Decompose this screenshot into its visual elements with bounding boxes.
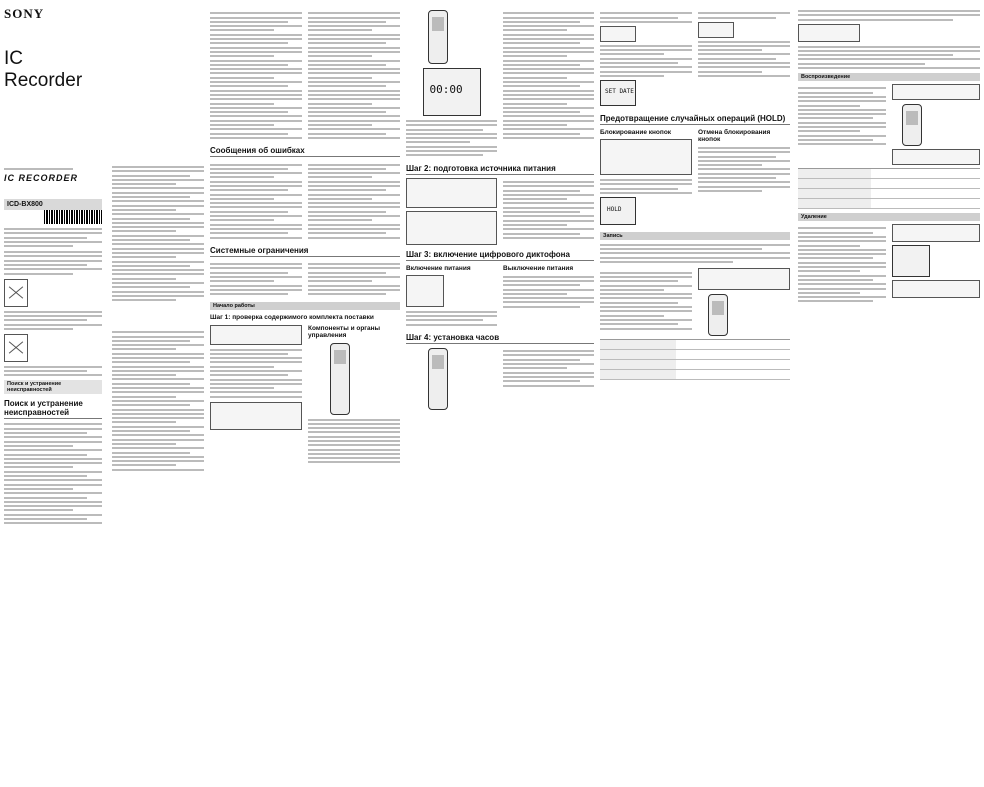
ic-recorder-logo: IC RECORDER bbox=[4, 173, 79, 183]
hold-heading: Предотвращение случайных операций (HOLD) bbox=[600, 114, 790, 125]
power-switch-figure bbox=[406, 275, 444, 307]
battery-bin-icon bbox=[4, 334, 28, 362]
clock-steps bbox=[600, 10, 692, 109]
cover-text-block bbox=[4, 228, 102, 247]
display-figure bbox=[423, 68, 481, 116]
battery-figure-2 bbox=[406, 211, 497, 245]
clock-time-figure bbox=[698, 22, 734, 38]
barcode-icon bbox=[44, 210, 102, 224]
text-block-b bbox=[308, 10, 400, 141]
troubleshooting-text bbox=[4, 423, 102, 524]
display-digits: 00:00 bbox=[429, 83, 463, 96]
step1-heading: Шаг 1: проверка содержимого комплекта поставки bbox=[210, 313, 374, 321]
hold-switch-figure bbox=[600, 139, 692, 175]
playback-steps bbox=[798, 85, 886, 165]
brand-logo: SONY bbox=[4, 6, 45, 21]
hold-on-heading: Блокирование кнопок bbox=[600, 128, 672, 136]
step2-heading: Шаг 2: подготовка источника питания bbox=[406, 164, 594, 175]
clock-display-figure bbox=[600, 26, 636, 42]
safety-text-block bbox=[4, 251, 102, 274]
getting-started-bar: Начало работы bbox=[210, 302, 400, 310]
hold-display-label: HOLD bbox=[607, 205, 622, 213]
stop-button-figure bbox=[892, 149, 980, 165]
headphones-figure bbox=[210, 325, 302, 345]
system-limits-heading: Системные ограничения bbox=[210, 246, 400, 257]
errors-right bbox=[308, 161, 400, 241]
recorder-front-figure bbox=[330, 343, 350, 415]
record-table bbox=[600, 339, 790, 380]
hold-off-heading: Отмена блокирования кнопок bbox=[698, 128, 771, 143]
text-block-a bbox=[210, 10, 302, 141]
monitor-figure bbox=[798, 24, 860, 42]
column-setup bbox=[406, 6, 594, 781]
power-off-heading: Выключение питания bbox=[503, 264, 574, 272]
power-on-text bbox=[406, 311, 497, 326]
intro-text bbox=[112, 166, 204, 301]
monitor-text-2 bbox=[798, 46, 980, 69]
set-date-label: SET DATE bbox=[605, 87, 634, 95]
column-playback bbox=[798, 6, 980, 781]
parts-legend bbox=[503, 10, 594, 159]
troubleshooting-heading: Поиск и устранение неисправностей bbox=[4, 399, 102, 419]
power-off-text bbox=[503, 276, 594, 308]
errors-left bbox=[210, 161, 302, 241]
erase-steps bbox=[798, 225, 886, 305]
clock-text bbox=[503, 348, 594, 410]
hold-display-figure bbox=[600, 197, 636, 225]
display-legend bbox=[406, 120, 497, 156]
parts-list bbox=[308, 419, 400, 464]
battery-text-block bbox=[4, 366, 102, 377]
step1-text bbox=[210, 349, 302, 398]
set-date-figure bbox=[600, 80, 636, 106]
hold-off-text bbox=[698, 147, 790, 192]
note-box bbox=[210, 402, 302, 430]
column-clock-hold bbox=[600, 6, 790, 781]
clock-steps-2 bbox=[698, 10, 790, 109]
monitor-text bbox=[798, 10, 980, 21]
play-button-figure bbox=[892, 84, 980, 100]
playback-bar: Воспроизведение bbox=[798, 73, 980, 81]
rec-button-figure bbox=[698, 268, 790, 290]
erase-bar: Удаление bbox=[798, 213, 980, 221]
play-device-figure bbox=[902, 104, 922, 146]
cover-subtitle bbox=[4, 168, 102, 170]
disposal-text-block bbox=[4, 311, 102, 330]
rec-device-figure bbox=[708, 294, 728, 336]
recycle-bin-icon bbox=[4, 279, 28, 307]
model-bar: ICD-BX800 bbox=[4, 199, 102, 210]
hold-on-text bbox=[600, 179, 692, 194]
limits-left bbox=[210, 261, 302, 298]
power-on-heading: Включение питания bbox=[406, 264, 471, 272]
step4-heading: Шаг 4: установка часов bbox=[406, 333, 594, 344]
parts-heading: Компоненты и органы управления bbox=[308, 324, 381, 339]
playback-table bbox=[798, 168, 980, 209]
erase-confirm-figure bbox=[892, 280, 980, 298]
battery-figure-1 bbox=[406, 178, 497, 208]
column-errors bbox=[210, 6, 400, 781]
erase-display-figure bbox=[892, 245, 930, 277]
error-messages-heading: Сообщения об ошибках bbox=[210, 146, 400, 157]
troubleshooting-text-2 bbox=[112, 331, 204, 471]
recorder-back-figure bbox=[428, 10, 448, 64]
column-cover bbox=[4, 6, 102, 781]
step3-heading: Шаг 3: включение цифрового диктофона bbox=[406, 250, 594, 261]
limits-right bbox=[308, 261, 400, 298]
troubleshooting-bar: Поиск и устранение неисправностей bbox=[4, 380, 102, 394]
record-text bbox=[600, 244, 790, 263]
column-intro bbox=[112, 6, 204, 781]
record-bar: Запись bbox=[600, 232, 790, 240]
doc-title: IC Recorder bbox=[4, 48, 83, 91]
erase-button-figure bbox=[892, 224, 980, 242]
clock-device-figure bbox=[428, 348, 448, 410]
power-text bbox=[503, 179, 594, 245]
record-steps bbox=[600, 269, 692, 336]
